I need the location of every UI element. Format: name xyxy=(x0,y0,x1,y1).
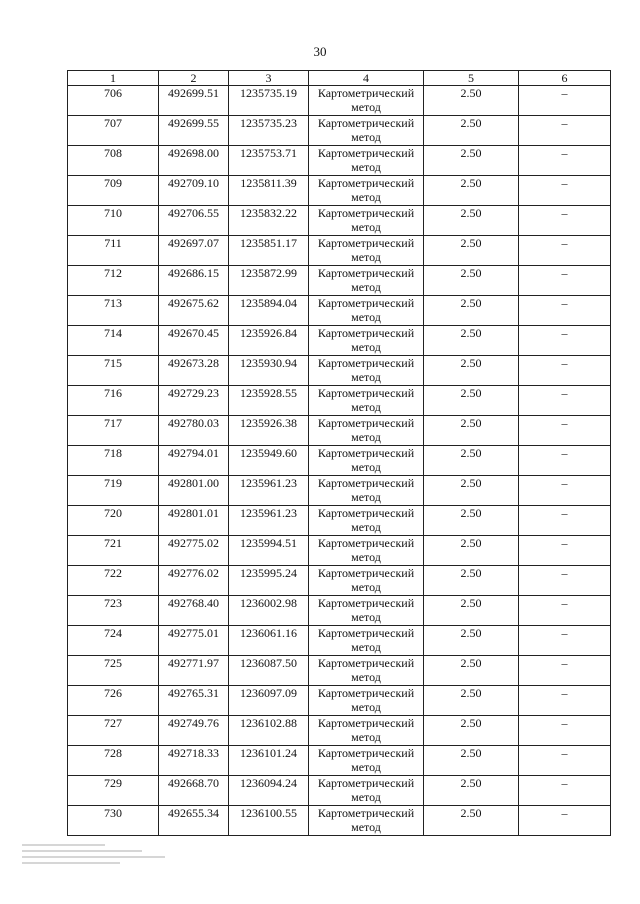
accuracy-cell: 2.50 xyxy=(424,176,519,206)
x-coordinate-cell: 492801.01 xyxy=(159,506,229,536)
method-text: метод xyxy=(351,490,381,504)
accuracy-cell: 2.50 xyxy=(424,236,519,266)
page-number: 30 xyxy=(313,44,327,59)
method-text: Картометрический xyxy=(317,716,415,730)
method-cell xyxy=(309,656,424,686)
method-text: метод xyxy=(351,250,381,264)
method-cell xyxy=(309,476,424,506)
method-text: Картометрический xyxy=(317,506,415,520)
column-header-3: 3 xyxy=(229,71,309,86)
method-text: Картометрический xyxy=(317,176,415,190)
y-coordinate-cell: 1235735.23 xyxy=(229,116,309,146)
method-cell xyxy=(309,416,424,446)
method-cell xyxy=(309,146,424,176)
accuracy-cell: 2.50 xyxy=(424,596,519,626)
table-row xyxy=(68,566,611,596)
table-row xyxy=(68,476,611,506)
x-coordinate-cell: 492668.70 xyxy=(159,776,229,806)
note-cell: – xyxy=(519,86,611,116)
method-text: метод xyxy=(351,790,381,804)
x-coordinate-cell: 492776.02 xyxy=(159,566,229,596)
method-text: метод xyxy=(351,160,381,174)
method-text: Картометрический xyxy=(317,596,415,610)
method-text: Картометрический xyxy=(317,86,415,100)
x-coordinate-cell: 492729.23 xyxy=(159,386,229,416)
point-number-cell: 706 xyxy=(68,86,159,116)
accuracy-cell: 2.50 xyxy=(424,506,519,536)
y-coordinate-cell: 1236002.98 xyxy=(229,596,309,626)
accuracy-cell: 2.50 xyxy=(424,356,519,386)
method-text: метод xyxy=(351,340,381,354)
method-text: Картометрический xyxy=(317,746,415,760)
method-text: Картометрический xyxy=(317,296,415,310)
point-number-cell: 718 xyxy=(68,446,159,476)
method-cell xyxy=(309,716,424,746)
method-text: Картометрический xyxy=(317,146,415,160)
accuracy-cell: 2.50 xyxy=(424,716,519,746)
method-text: метод xyxy=(351,430,381,444)
x-coordinate-cell: 492670.45 xyxy=(159,326,229,356)
point-number-cell: 723 xyxy=(68,596,159,626)
y-coordinate-cell: 1236101.24 xyxy=(229,746,309,776)
y-coordinate-cell: 1236097.09 xyxy=(229,686,309,716)
method-text: Картометрический xyxy=(317,776,415,790)
method-text: Картометрический xyxy=(317,626,415,640)
point-number-cell: 719 xyxy=(68,476,159,506)
point-number-cell: 716 xyxy=(68,386,159,416)
accuracy-cell: 2.50 xyxy=(424,266,519,296)
method-cell xyxy=(309,236,424,266)
table-row xyxy=(68,686,611,716)
method-text: метод xyxy=(351,310,381,324)
y-coordinate-cell: 1235851.17 xyxy=(229,236,309,266)
method-text: Картометрический xyxy=(317,806,415,820)
accuracy-cell: 2.50 xyxy=(424,476,519,506)
x-coordinate-cell: 492697.07 xyxy=(159,236,229,266)
method-cell xyxy=(309,506,424,536)
table-row xyxy=(68,86,611,116)
x-coordinate-cell: 492775.02 xyxy=(159,536,229,566)
column-header-4: 4 xyxy=(309,71,424,86)
note-cell: – xyxy=(519,176,611,206)
column-header-1: 1 xyxy=(68,71,159,86)
note-cell: – xyxy=(519,296,611,326)
point-number-cell: 712 xyxy=(68,266,159,296)
coordinates-table xyxy=(67,70,611,836)
method-text: метод xyxy=(351,370,381,384)
accuracy-cell: 2.50 xyxy=(424,566,519,596)
note-cell: – xyxy=(519,116,611,146)
y-coordinate-cell: 1235928.55 xyxy=(229,386,309,416)
x-coordinate-cell: 492771.97 xyxy=(159,656,229,686)
method-text: метод xyxy=(351,670,381,684)
note-cell: – xyxy=(519,536,611,566)
table-row xyxy=(68,296,611,326)
point-number-cell: 724 xyxy=(68,626,159,656)
table-row xyxy=(68,446,611,476)
y-coordinate-cell: 1235926.38 xyxy=(229,416,309,446)
table-row xyxy=(68,116,611,146)
note-cell: – xyxy=(519,356,611,386)
x-coordinate-cell: 492749.76 xyxy=(159,716,229,746)
note-cell: – xyxy=(519,656,611,686)
table-row xyxy=(68,506,611,536)
y-coordinate-cell: 1235994.51 xyxy=(229,536,309,566)
note-cell: – xyxy=(519,236,611,266)
method-text: Картометрический xyxy=(317,386,415,400)
y-coordinate-cell: 1235961.23 xyxy=(229,506,309,536)
method-text: Картометрический xyxy=(317,446,415,460)
method-text: метод xyxy=(351,760,381,774)
method-text: метод xyxy=(351,550,381,564)
point-number-cell: 710 xyxy=(68,206,159,236)
method-text: метод xyxy=(351,280,381,294)
note-cell: – xyxy=(519,386,611,416)
note-cell: – xyxy=(519,686,611,716)
method-cell xyxy=(309,626,424,656)
method-cell xyxy=(309,806,424,836)
y-coordinate-cell: 1236087.50 xyxy=(229,656,309,686)
x-coordinate-cell: 492780.03 xyxy=(159,416,229,446)
table-row xyxy=(68,656,611,686)
method-text: Картометрический xyxy=(317,206,415,220)
method-cell xyxy=(309,116,424,146)
table-row xyxy=(68,206,611,236)
accuracy-cell: 2.50 xyxy=(424,386,519,416)
table-row xyxy=(68,236,611,266)
method-text: Картометрический xyxy=(317,266,415,280)
method-text: метод xyxy=(351,580,381,594)
note-cell: – xyxy=(519,476,611,506)
note-cell: – xyxy=(519,746,611,776)
note-cell: – xyxy=(519,806,611,836)
method-cell xyxy=(309,266,424,296)
note-cell: – xyxy=(519,596,611,626)
x-coordinate-cell: 492718.33 xyxy=(159,746,229,776)
accuracy-cell: 2.50 xyxy=(424,806,519,836)
point-number-cell: 726 xyxy=(68,686,159,716)
method-cell xyxy=(309,446,424,476)
method-text: метод xyxy=(351,190,381,204)
method-cell xyxy=(309,566,424,596)
method-text: метод xyxy=(351,130,381,144)
point-number-cell: 714 xyxy=(68,326,159,356)
x-coordinate-cell: 492775.01 xyxy=(159,626,229,656)
y-coordinate-cell: 1235949.60 xyxy=(229,446,309,476)
table-row xyxy=(68,146,611,176)
point-number-cell: 713 xyxy=(68,296,159,326)
note-cell: – xyxy=(519,506,611,536)
method-cell xyxy=(309,596,424,626)
method-text: метод xyxy=(351,220,381,234)
accuracy-cell: 2.50 xyxy=(424,416,519,446)
table-header xyxy=(68,71,611,86)
note-cell: – xyxy=(519,326,611,356)
table-row xyxy=(68,806,611,836)
point-number-cell: 722 xyxy=(68,566,159,596)
table-row xyxy=(68,326,611,356)
y-coordinate-cell: 1236061.16 xyxy=(229,626,309,656)
method-text: метод xyxy=(351,460,381,474)
method-text: Картометрический xyxy=(317,686,415,700)
accuracy-cell: 2.50 xyxy=(424,746,519,776)
y-coordinate-cell: 1236102.88 xyxy=(229,716,309,746)
point-number-cell: 715 xyxy=(68,356,159,386)
method-text: метод xyxy=(351,520,381,534)
table-row xyxy=(68,536,611,566)
method-text: Картометрический xyxy=(317,116,415,130)
note-cell: – xyxy=(519,566,611,596)
note-cell: – xyxy=(519,776,611,806)
point-number-cell: 708 xyxy=(68,146,159,176)
method-text: Картометрический xyxy=(317,416,415,430)
table-row xyxy=(68,596,611,626)
accuracy-cell: 2.50 xyxy=(424,326,519,356)
accuracy-cell: 2.50 xyxy=(424,206,519,236)
point-number-cell: 725 xyxy=(68,656,159,686)
table-row xyxy=(68,176,611,206)
x-coordinate-cell: 492801.00 xyxy=(159,476,229,506)
method-text: метод xyxy=(351,700,381,714)
faded-stamp xyxy=(22,840,172,874)
x-coordinate-cell: 492709.10 xyxy=(159,176,229,206)
point-number-cell: 711 xyxy=(68,236,159,266)
x-coordinate-cell: 492699.51 xyxy=(159,86,229,116)
method-text: метод xyxy=(351,820,381,834)
method-cell xyxy=(309,356,424,386)
method-cell xyxy=(309,386,424,416)
point-number-cell: 729 xyxy=(68,776,159,806)
y-coordinate-cell: 1235961.23 xyxy=(229,476,309,506)
y-coordinate-cell: 1235995.24 xyxy=(229,566,309,596)
accuracy-cell: 2.50 xyxy=(424,86,519,116)
method-cell xyxy=(309,746,424,776)
x-coordinate-cell: 492673.28 xyxy=(159,356,229,386)
accuracy-cell: 2.50 xyxy=(424,776,519,806)
column-header-6: 6 xyxy=(519,71,611,86)
table-row xyxy=(68,746,611,776)
table-body xyxy=(68,86,611,836)
method-text: метод xyxy=(351,400,381,414)
table-row xyxy=(68,356,611,386)
table-row xyxy=(68,266,611,296)
point-number-cell: 709 xyxy=(68,176,159,206)
point-number-cell: 728 xyxy=(68,746,159,776)
table-row xyxy=(68,626,611,656)
accuracy-cell: 2.50 xyxy=(424,626,519,656)
accuracy-cell: 2.50 xyxy=(424,536,519,566)
table-row xyxy=(68,716,611,746)
accuracy-cell: 2.50 xyxy=(424,146,519,176)
note-cell: – xyxy=(519,266,611,296)
y-coordinate-cell: 1235926.84 xyxy=(229,326,309,356)
table-row xyxy=(68,386,611,416)
x-coordinate-cell: 492698.00 xyxy=(159,146,229,176)
note-cell: – xyxy=(519,446,611,476)
accuracy-cell: 2.50 xyxy=(424,296,519,326)
x-coordinate-cell: 492706.55 xyxy=(159,206,229,236)
note-cell: – xyxy=(519,146,611,176)
method-text: метод xyxy=(351,610,381,624)
column-header-5: 5 xyxy=(424,71,519,86)
accuracy-cell: 2.50 xyxy=(424,656,519,686)
method-cell xyxy=(309,296,424,326)
method-text: Картометрический xyxy=(317,326,415,340)
y-coordinate-cell: 1235811.39 xyxy=(229,176,309,206)
table-row xyxy=(68,416,611,446)
y-coordinate-cell: 1235894.04 xyxy=(229,296,309,326)
method-cell xyxy=(309,176,424,206)
accuracy-cell: 2.50 xyxy=(424,686,519,716)
accuracy-cell: 2.50 xyxy=(424,446,519,476)
note-cell: – xyxy=(519,206,611,236)
point-number-cell: 707 xyxy=(68,116,159,146)
table-row xyxy=(68,776,611,806)
method-text: метод xyxy=(351,730,381,744)
method-cell xyxy=(309,206,424,236)
method-cell xyxy=(309,326,424,356)
point-number-cell: 730 xyxy=(68,806,159,836)
accuracy-cell: 2.50 xyxy=(424,116,519,146)
point-number-cell: 727 xyxy=(68,716,159,746)
y-coordinate-cell: 1235930.94 xyxy=(229,356,309,386)
note-cell: – xyxy=(519,716,611,746)
method-cell xyxy=(309,686,424,716)
method-text: Картометрический xyxy=(317,476,415,490)
method-text: Картометрический xyxy=(317,566,415,580)
x-coordinate-cell: 492768.40 xyxy=(159,596,229,626)
x-coordinate-cell: 492675.62 xyxy=(159,296,229,326)
method-text: метод xyxy=(351,100,381,114)
x-coordinate-cell: 492765.31 xyxy=(159,686,229,716)
method-cell xyxy=(309,86,424,116)
point-number-cell: 717 xyxy=(68,416,159,446)
x-coordinate-cell: 492655.34 xyxy=(159,806,229,836)
method-text: Картометрический xyxy=(317,356,415,370)
note-cell: – xyxy=(519,416,611,446)
y-coordinate-cell: 1235735.19 xyxy=(229,86,309,116)
x-coordinate-cell: 492794.01 xyxy=(159,446,229,476)
y-coordinate-cell: 1235832.22 xyxy=(229,206,309,236)
column-header-2: 2 xyxy=(159,71,229,86)
point-number-cell: 720 xyxy=(68,506,159,536)
method-text: Картометрический xyxy=(317,536,415,550)
y-coordinate-cell: 1235872.99 xyxy=(229,266,309,296)
x-coordinate-cell: 492686.15 xyxy=(159,266,229,296)
method-cell xyxy=(309,776,424,806)
point-number-cell: 721 xyxy=(68,536,159,566)
x-coordinate-cell: 492699.55 xyxy=(159,116,229,146)
y-coordinate-cell: 1236100.55 xyxy=(229,806,309,836)
y-coordinate-cell: 1235753.71 xyxy=(229,146,309,176)
header-row xyxy=(68,71,611,86)
y-coordinate-cell: 1236094.24 xyxy=(229,776,309,806)
method-text: метод xyxy=(351,640,381,654)
method-cell xyxy=(309,536,424,566)
method-text: Картометрический xyxy=(317,656,415,670)
method-text: Картометрический xyxy=(317,236,415,250)
note-cell: – xyxy=(519,626,611,656)
